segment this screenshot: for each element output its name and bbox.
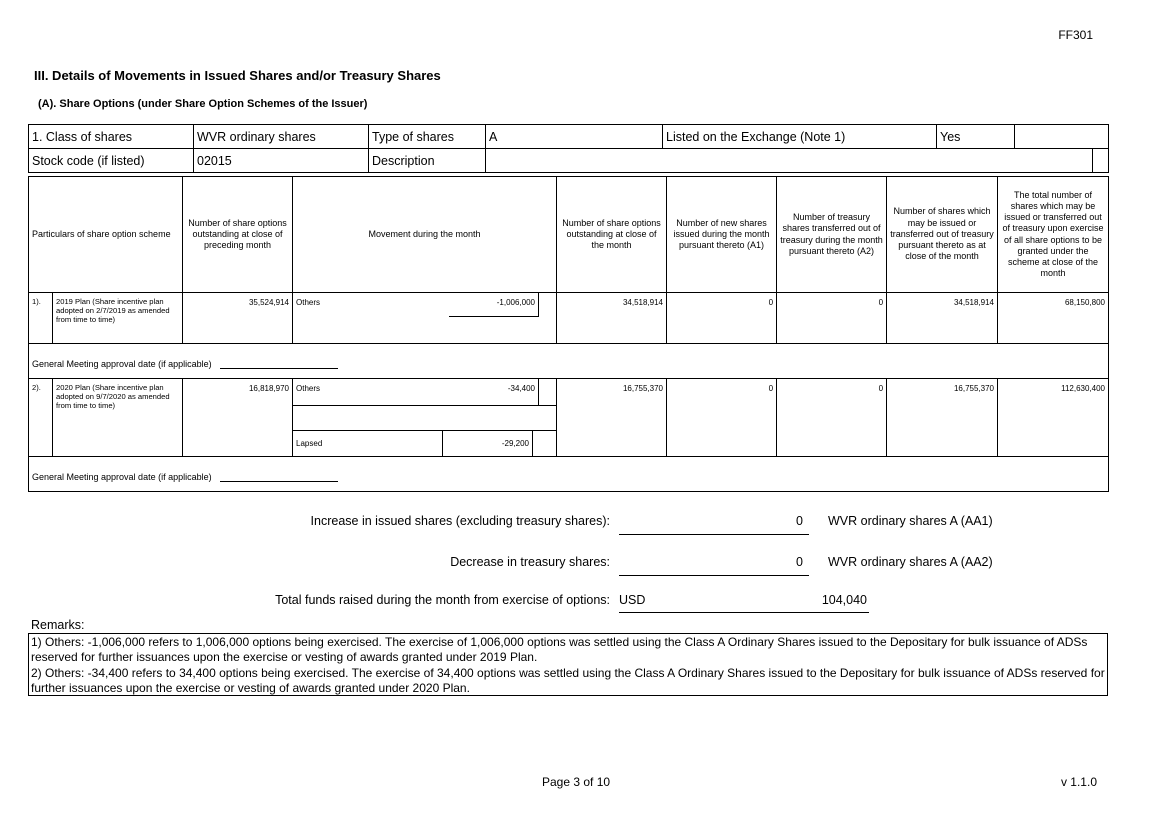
class-row — [29, 125, 1109, 149]
stock-code-label: Stock code (if listed) — [29, 149, 194, 173]
new-shares: 0 — [667, 379, 777, 457]
header-may-be-issued: Number of shares which may be issued or transferred out of treasury pursuant thereto as at close of the month — [887, 177, 998, 293]
movement-label: Lapsed — [293, 431, 443, 456]
increase-unit: WVR ordinary shares A (AA1) — [828, 514, 993, 528]
increase-value: 0 — [796, 514, 803, 528]
header-total-number: The total number of shares which may be issued or transferred out of treasury upon exercise of all share options to be granted under the scheme at close of the month — [998, 177, 1109, 293]
form-code: FF301 — [1058, 28, 1093, 42]
decrease-value: 0 — [796, 555, 803, 569]
gm-date-field[interactable] — [220, 467, 338, 482]
decrease-unit: WVR ordinary shares A (AA2) — [828, 555, 993, 569]
outstanding-close: 16,755,370 — [557, 379, 667, 457]
share-options-table — [28, 176, 1109, 492]
listed-value: Yes — [937, 125, 1015, 149]
listed-label: Listed on the Exchange (Note 1) — [663, 125, 937, 149]
scheme-name: 2019 Plan (Share incentive plan adopted on 2/7/2019 as amended from time to time) — [53, 293, 183, 344]
header-outstanding-close: Number of share options outstanding at close of the month — [557, 177, 667, 293]
stock-code-value: 02015 — [194, 149, 369, 173]
may-be-issued: 34,518,914 — [887, 293, 998, 344]
funds-value: 104,040 — [821, 593, 867, 607]
header-new-shares: Number of new shares issued during the month pursuant thereto (A1) — [667, 177, 777, 293]
funds-currency: USD — [619, 593, 669, 613]
class-info-table — [28, 124, 1109, 173]
movement-label: Others — [296, 384, 321, 393]
table-row — [29, 293, 1109, 344]
header-row — [29, 177, 1109, 293]
increase-value-field — [619, 514, 809, 535]
increase-label: Increase in issued shares (excluding treasury shares): — [310, 514, 610, 528]
version: v 1.1.0 — [1060, 775, 1097, 789]
gm-approval-date — [29, 457, 1109, 492]
movement-label: Others — [296, 298, 321, 307]
movement-line — [293, 430, 556, 456]
remarks-label: Remarks: — [31, 618, 85, 632]
movement-value: -1,006,000 — [449, 293, 539, 317]
type-label: Type of shares — [369, 125, 486, 149]
movement-spacer — [293, 406, 556, 430]
funds-label: Total funds raised during the month from exercise of options: — [275, 593, 610, 607]
decrease-value-field — [619, 555, 809, 576]
class-label: 1. Class of shares — [29, 125, 194, 149]
scheme-index: 1). — [29, 293, 53, 344]
gm-row — [29, 457, 1109, 492]
total-number: 112,630,400 — [998, 379, 1109, 457]
movement-line — [293, 379, 556, 406]
remark-item: 1) Others: -1,006,000 refers to 1,006,000 options being exercised. The exercise of 1,006,000 options was settled using the Class A Ordinary Shares issued to the Depositary for bulk issuance of ADSs reserved for further issuances upon the exercise or vesting of awards granted under 2019 Plan. — [31, 635, 1088, 665]
subsection-title: (A). Share Options (under Share Option Schemes of the Issuer) — [38, 98, 368, 110]
class-value: WVR ordinary shares — [194, 125, 369, 149]
gm-approval-date — [29, 344, 1109, 379]
treasury-transferred: 0 — [777, 293, 887, 344]
page-number: Page 3 of 10 — [542, 775, 611, 789]
section-title: III. Details of Movements in Issued Shares and/or Treasury Shares — [34, 68, 441, 83]
gm-row — [29, 344, 1109, 379]
scheme-index: 2). — [29, 379, 53, 457]
header-particulars: Particulars of share option scheme — [29, 177, 183, 293]
blank-cell — [1015, 125, 1109, 149]
header-outstanding-prev: Number of share options outstanding at close of preceding month — [183, 177, 293, 293]
outstanding-close: 34,518,914 — [557, 293, 667, 344]
gm-label: General Meeting approval date (if applicable) — [32, 358, 212, 369]
header-movement: Movement during the month — [293, 177, 557, 293]
movement-cell — [293, 379, 557, 457]
outstanding-prev: 35,524,914 — [183, 293, 293, 344]
remark-item: 2) Others: -34,400 refers to 34,400 options being exercised. The exercise of 34,400 options was settled using the Class A Ordinary Shares issued to the Depositary for bulk issuance of ADSs reserved for further issuances upon the exercise or vesting of awards granted under 2020 Plan. — [31, 665, 1105, 696]
type-value: A — [486, 125, 663, 149]
movement-line — [293, 293, 556, 317]
remarks-box — [28, 633, 1108, 696]
movement-value: -34,400 — [449, 379, 539, 405]
decrease-label: Decrease in treasury shares: — [450, 555, 610, 569]
gm-label: General Meeting approval date (if applicable) — [32, 471, 212, 482]
total-number: 68,150,800 — [998, 293, 1109, 344]
outstanding-prev: 16,818,970 — [183, 379, 293, 457]
movement-cell — [293, 293, 557, 344]
movement-value: -29,200 — [443, 431, 533, 456]
description-label: Description — [369, 149, 486, 173]
scheme-name: 2020 Plan (Share incentive plan adopted on 9/7/2020 as amended from time to time) — [53, 379, 183, 457]
gm-date-field[interactable] — [220, 354, 338, 369]
stock-row — [29, 149, 1109, 173]
blank-cell — [1093, 149, 1109, 173]
new-shares: 0 — [667, 293, 777, 344]
description-value — [486, 149, 1093, 173]
table-row — [29, 379, 1109, 457]
may-be-issued: 16,755,370 — [887, 379, 998, 457]
treasury-transferred: 0 — [777, 379, 887, 457]
header-treasury-transferred: Number of treasury shares transferred out of treasury during the month pursuant thereto (A2) — [777, 177, 887, 293]
funds-value-field — [669, 593, 869, 613]
